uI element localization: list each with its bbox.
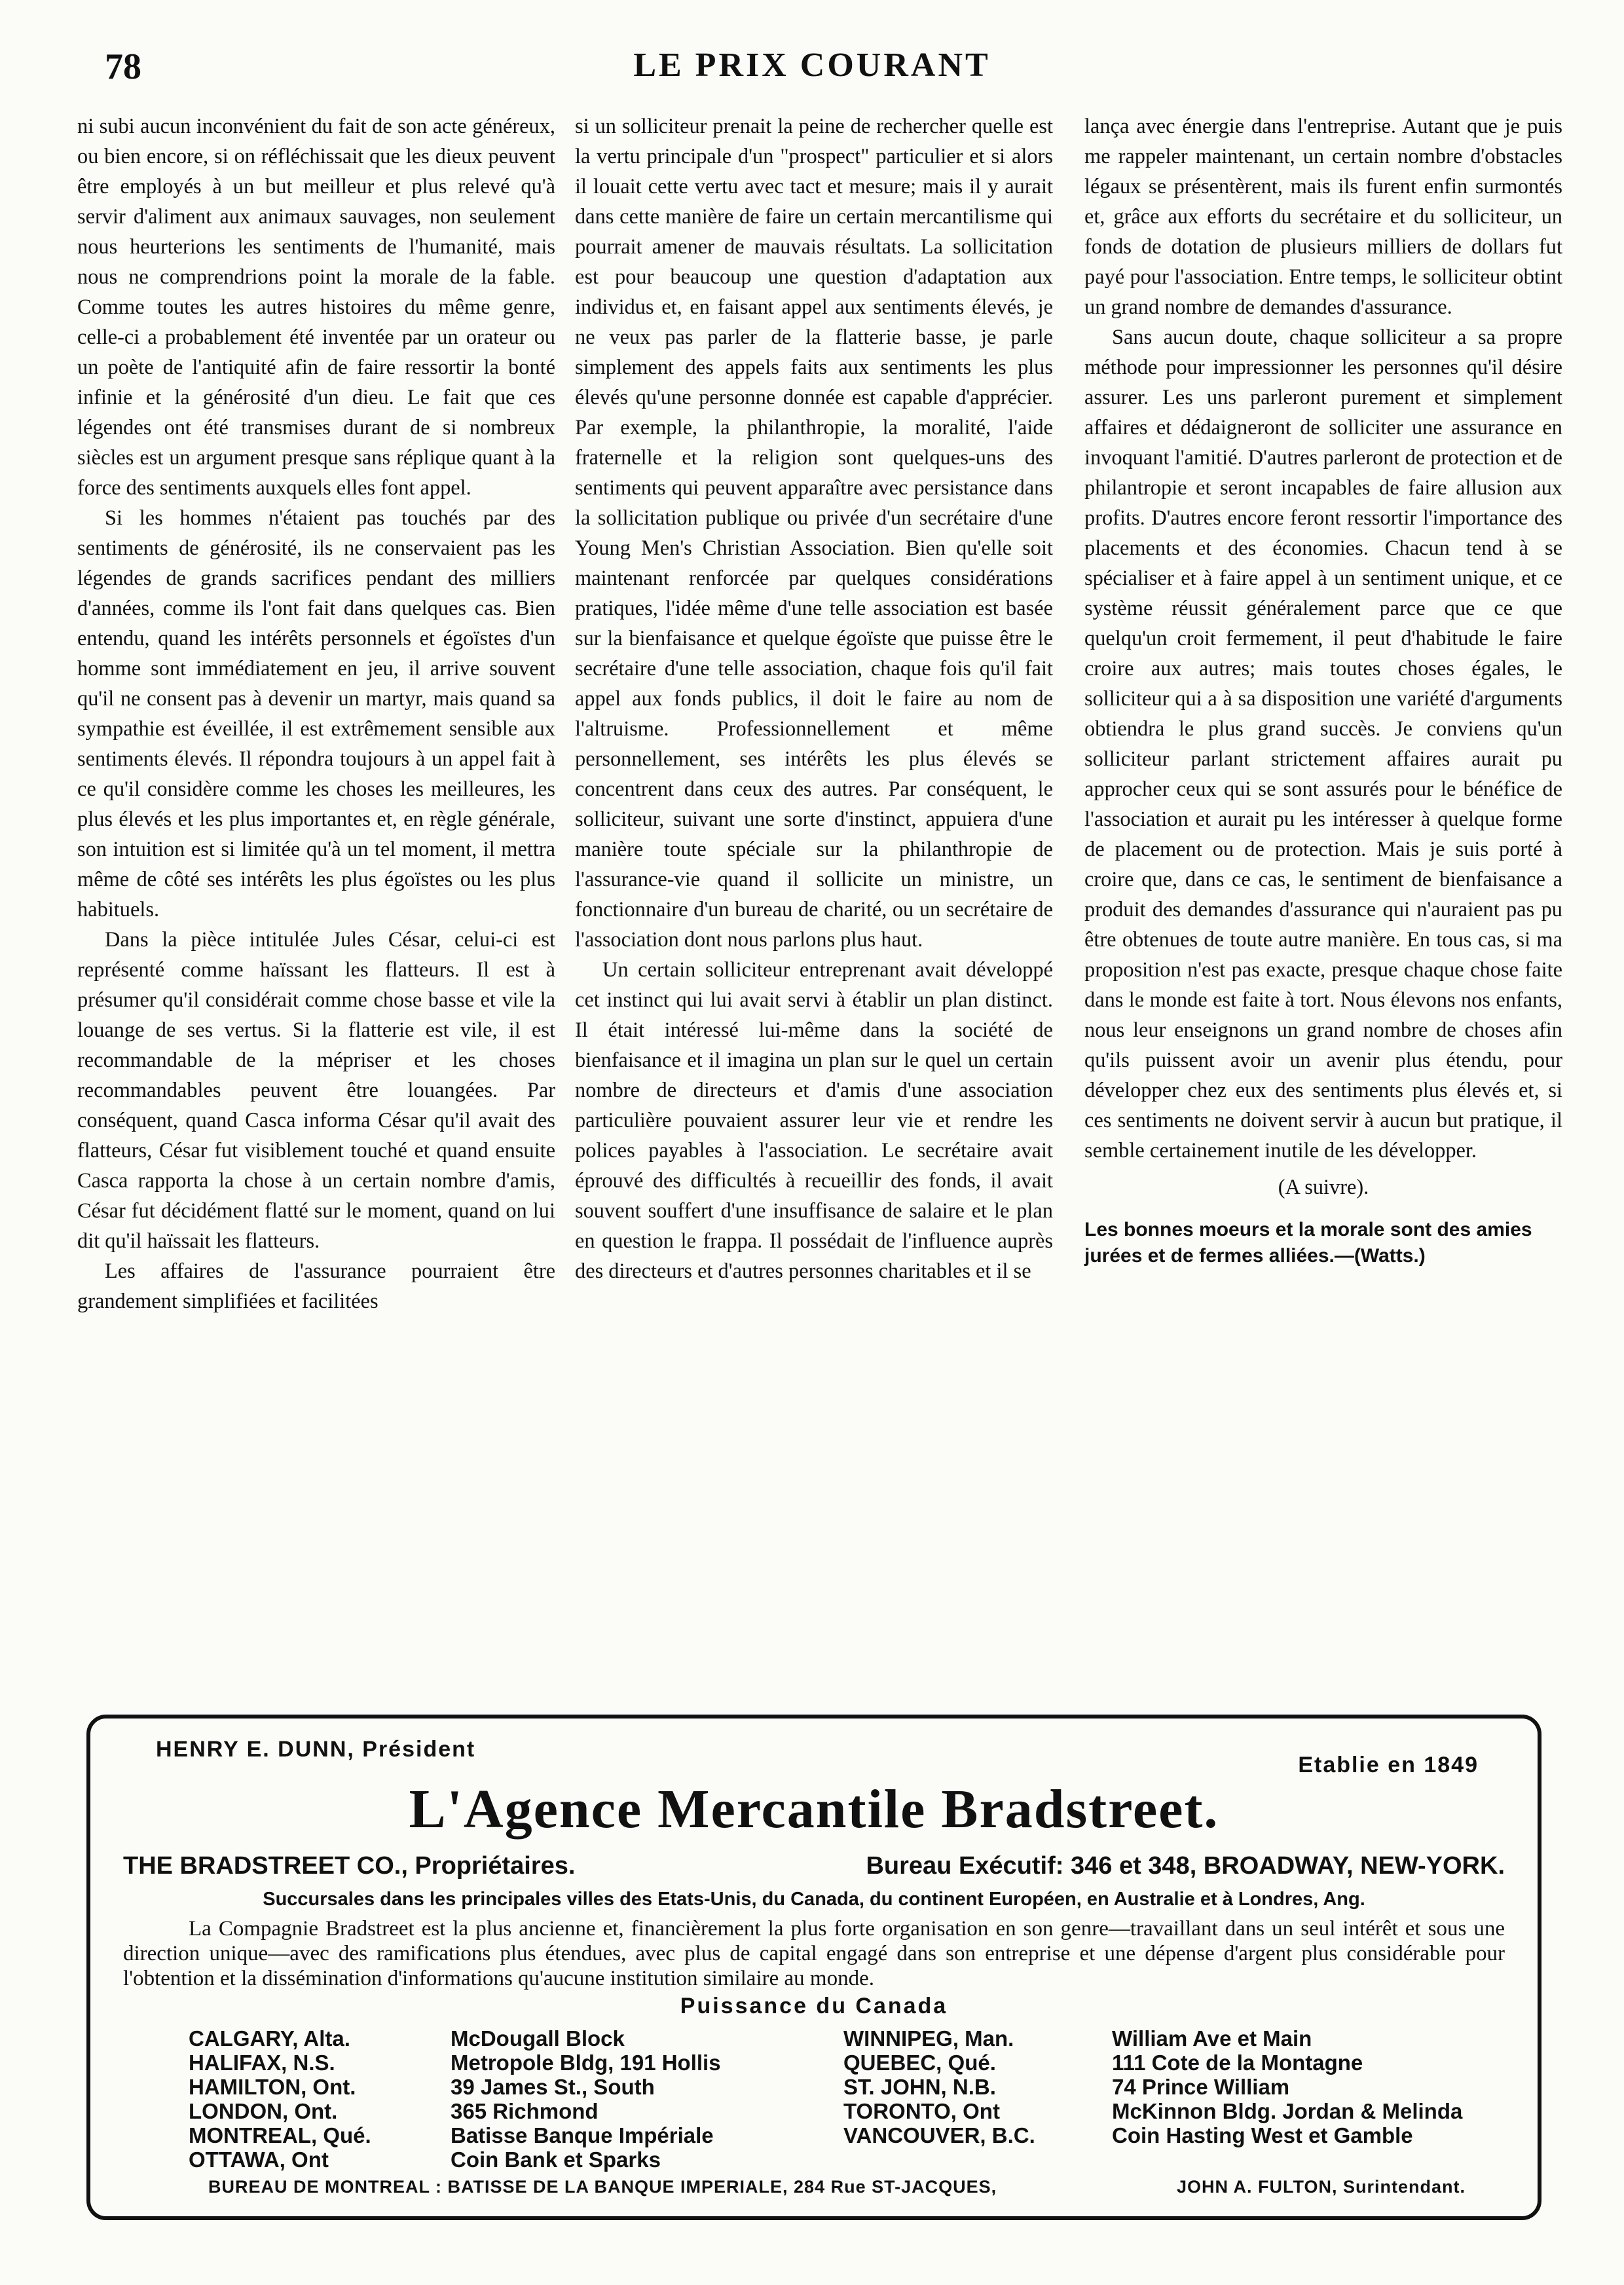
ad-addresses-right [1112, 2026, 1462, 2147]
paragraph: Un certain solliciteur entreprenant avait développé cet instinct qui lui avait servi à établir un plan distinct. Il était intéressé lui-même dans la société de bienfaisance et il imagina un plan sur le quel un certain nombre de directeurs et d'amis d'une association particulière pouvaient assurer leur vie et rendre les polices payables à l'association. Le secrétaire avait éprouvé des difficultés à recueillir des fonds, il avait souvent souffert d'une insuffisance de salaire et le plan en question le frappa. Il possédait de l'influence auprès des directeurs et d'autres personnes charitables et il se [575, 958, 1053, 1283]
article-column-1 [77, 111, 555, 1316]
paragraph: si un solliciteur prenait la peine de rechercher quelle est la vertu principale d'un "prospect" particulier et si alors il louait cette vertu avec tact et mesure; mais il y aurait dans cette manière de faire un certain mercantilisme qui pourrait amener de mauvais résultats. La sollicitation est pour beaucoup une question d'adaptation aux individus et, en faisant appel aux sentiments élevés, je ne veux pas parler de la flatterie basse, je parle simplement des appels faits aux sentiments les plus élevés qu'une personne donnée est capable d'apprécier. Par exemple, la philanthropie, la moralité, l'aide fraternelle et la religion sont quelques-uns des sentiments qui peuvent apparaître avec persistance dans la sollicitation publique ou privée d'un secrétaire d'une Young Men's Christian Association. Bien qu'elle soit maintenant renforcée par quelques considérations pratiques, l'idée même d'une telle association est basée sur la bienfaisance et quelque égoïste que puisse être le secrétaire d'une telle association, chaque fois qu'il fait appel aux fonds publics, il doit le faire au nom de l'altruisme. Professionnellement et même personnellement, ses intérêts les plus élevés se concentrent dans ceux des autres. Par conséquent, le solliciteur, suivant une sorte d'instinct, appuiera d'une manière toute spéciale sur la philanthropie de l'assurance-vie quand il sollicite un ministre, un fonctionnaire d'un bureau de charité, ou un secrétaire de l'association dont nous parlons plus haut. [575, 115, 1053, 952]
city: TORONTO, Ont [843, 2099, 1000, 2123]
ad-branches-line: Succursales dans les principales villes des Etats-Unis, du Canada, du continent Européen, en Australie et à Londres, Ang. [263, 1889, 1365, 1910]
paragraph: Dans la pièce intitulée Jules César, celui-ci est représenté comme haïssant les flatteurs. Il est à présumer qu'il considérait comme chose basse et vile la louange de ses vertus. Si la flatterie est vile, il est recommandable de la mépriser et les choses recommandables peuvent être louangées. Par conséquent, quand Casca informa César qu'il avait des flatteurs, César fut visiblement touché et quand ensuite Casca rapporta la chose à un certain nombre d'amis, César fut décidément flatté sur le moment, quand on lui dit qu'il haïssait les flatteurs. [77, 928, 555, 1253]
address: Metropole Bldg, 191 Hollis [451, 2051, 721, 2075]
ad-cities-left [189, 2026, 371, 2172]
city: LONDON, Ont. [189, 2099, 338, 2123]
city: QUEBEC, Qué. [843, 2051, 996, 2075]
address: 39 James St., South [451, 2075, 655, 2099]
address: William Ave et Main [1112, 2026, 1312, 2051]
ad-description: La Compagnie Bradstreet est la plus ancienne et, financièrement la plus forte organisation en son genre—travaillant dans un seul intérêt et sous une direction unique—avec des ramifications plus étendues, avec plus de capital engagé dans son entreprise et une dépense d'argent plus considérable pour l'obtention et la dissémination d'informations qu'aucune institution similaire au monde. [123, 1917, 1505, 1990]
city: MONTREAL, Qué. [189, 2123, 371, 2147]
quote: Les bonnes moeurs et la morale sont des amies jurées et de fermes alliées.—(Watts.) [1084, 1219, 1532, 1267]
ad-established: Etablie en 1849 [1298, 1753, 1479, 1777]
city: CALGARY, Alta. [189, 2026, 350, 2051]
paragraph: Si les hommes n'étaient pas touchés par des sentiments de générosité, ils ne conservaient pas les légendes de grands sacrifices pendant des milliers d'années, comme ils l'ont fait dans quelques cas. Bien entendu, quand les intérêts personnels et égoïstes d'un homme sont immédiatement en jeu, il arrive souvent qu'il ne consent pas à devenir un martyr, mais quand sa sympathie est éveillée, il est extrêmement sensible aux sentiments élevés. Il répondra toujours à un appel fait à ce qu'il considère comme les choses les meilleures, les plus élevés et les plus importantes et, en règle générale, son intuition est si limitée qu'à un tel moment, il mettra même de côté ses intérêts les plus égoïstes ou les plus habituels. [77, 506, 555, 921]
ad-cities-right [843, 2026, 1035, 2147]
ad-addresses-left [451, 2026, 721, 2172]
ad-owners: THE BRADSTREET CO., Propriétaires. [123, 1852, 576, 1880]
page-number: 78 [105, 46, 141, 87]
address: Coin Hasting West et Gamble [1112, 2123, 1413, 2147]
city: OTTAWA, Ont [189, 2147, 329, 2172]
ad-agency-name: L'Agence Mercantile Bradstreet. [409, 1779, 1219, 1840]
address: McDougall Block [451, 2026, 625, 2051]
paragraph: ni subi aucun inconvénient du fait de son acte généreux, ou bien encore, si on réfléchissait que les dieux peuvent être employés à un but meilleur et plus relevé qu'à servir d'aliment aux animaux sauvages, non seulement nous heurterions les sentiments de l'humanité, mais nous ne comprendrions point la morale de la fable. Comme toutes les autres histoires du même genre, celle-ci a probablement été inventée par un orateur ou un poète de l'antiquité afin de faire ressortir la bonté infinie et la générosité d'un dieu. Le fait que ces légendes ont été transmises durant de si nombreux siècles est un argument presque sans réplique quant à la force des sentiments auxquels elles font appel. [77, 115, 555, 500]
ad-president: HENRY E. DUNN, Président [156, 1737, 476, 1762]
ad-dominion-heading: Puissance du Canada [680, 1994, 948, 2018]
ad-montreal-office: BUREAU DE MONTREAL : BATISSE DE LA BANQUE IMPERIALE, 284 Rue ST-JACQUES, [208, 2177, 997, 2197]
city: HAMILTON, Ont. [189, 2075, 356, 2099]
address: McKinnon Bldg. Jordan & Melinda [1112, 2099, 1463, 2123]
address: 111 Cote de la Montagne [1112, 2051, 1363, 2075]
article-column-3 [1084, 111, 1562, 1269]
ad-superintendent: JOHN A. FULTON, Surintendant. [1176, 2177, 1466, 2197]
city: ST. JOHN, N.B. [843, 2075, 996, 2099]
address: Coin Bank et Sparks [451, 2147, 661, 2172]
to-be-continued: (A suivre). [1278, 1176, 1369, 1199]
address: 365 Richmond [451, 2099, 599, 2123]
article-column-2 [575, 111, 1053, 1286]
city: WINNIPEG, Man. [843, 2026, 1014, 2051]
address: 74 Prince William [1112, 2075, 1290, 2099]
address: Batisse Banque Impériale [451, 2123, 714, 2147]
journal-title: LE PRIX COURANT [633, 46, 991, 84]
city: HALIFAX, N.S. [189, 2051, 335, 2075]
advertisement-box [86, 1715, 1541, 2220]
city: VANCOUVER, B.C. [843, 2123, 1035, 2147]
paragraph: lança avec énergie dans l'entreprise. Autant que je puis me rappeler maintenant, un certain nombre d'obstacles légaux se présentèrent, mais ils furent enfin surmontés et, grâce aux efforts du secrétaire et du solliciteur, un fonds de dotation de plusieurs milliers de dollars fut payé pour l'association. Entre temps, le solliciteur obtint un grand nombre de demandes d'assurance. [1084, 115, 1562, 319]
ad-executive-bureau: Bureau Exécutif: 346 et 348, BROADWAY, NEW-YORK. [866, 1852, 1505, 1880]
paragraph: Les affaires de l'assurance pourraient être grandement simplifiées et facilitées [77, 1259, 555, 1313]
paragraph: Sans aucun doute, chaque solliciteur a sa propre méthode pour impressionner les personnes qu'il désire assurer. Les uns parleront purement et simplement affaires et dédaigneront de solliciter une assurance en invoquant l'amitié. D'autres parleront de protection et de philantropie et seront incapables de faire allusion aux profits. D'autres encore feront ressortir l'importance des placements et des économies. Chacun tend à se spécialiser et à faire appel à un sentiment unique, et ce système réussit généralement parce que ce que quelqu'un croit fermement, il peut d'habitude le faire croire aux autres; mais toutes choses égales, le solliciteur qui a à sa disposition une variété d'arguments obtiendra le plus grand succès. Je conviens qu'un solliciteur parlant strictement affaires aurait pu approcher ceux qui se sont assurés pour le bénéfice de l'association et aurait pu les intéresser à quelque forme de placement ou de protection. Mais je suis porté à croire que, dans ce cas, le sentiment de bienfaisance a produit des demandes d'assurance qui n'auraient pas pu être obtenues de toute autre manière. En tous cas, si ma proposition n'est pas exacte, presque chaque chose faite dans le monde est faite à tort. Nous élevons nos enfants, nous leur enseignons un grand nombre de choses afin qu'ils puissent avoir un avenir plus étendu, pour développer chez eux des sentiments plus élevés et, si ces sentiments ne doivent servir à aucun but pratique, il semble certainement inutile de les développer. [1084, 325, 1562, 1162]
page-header [0, 46, 1624, 105]
